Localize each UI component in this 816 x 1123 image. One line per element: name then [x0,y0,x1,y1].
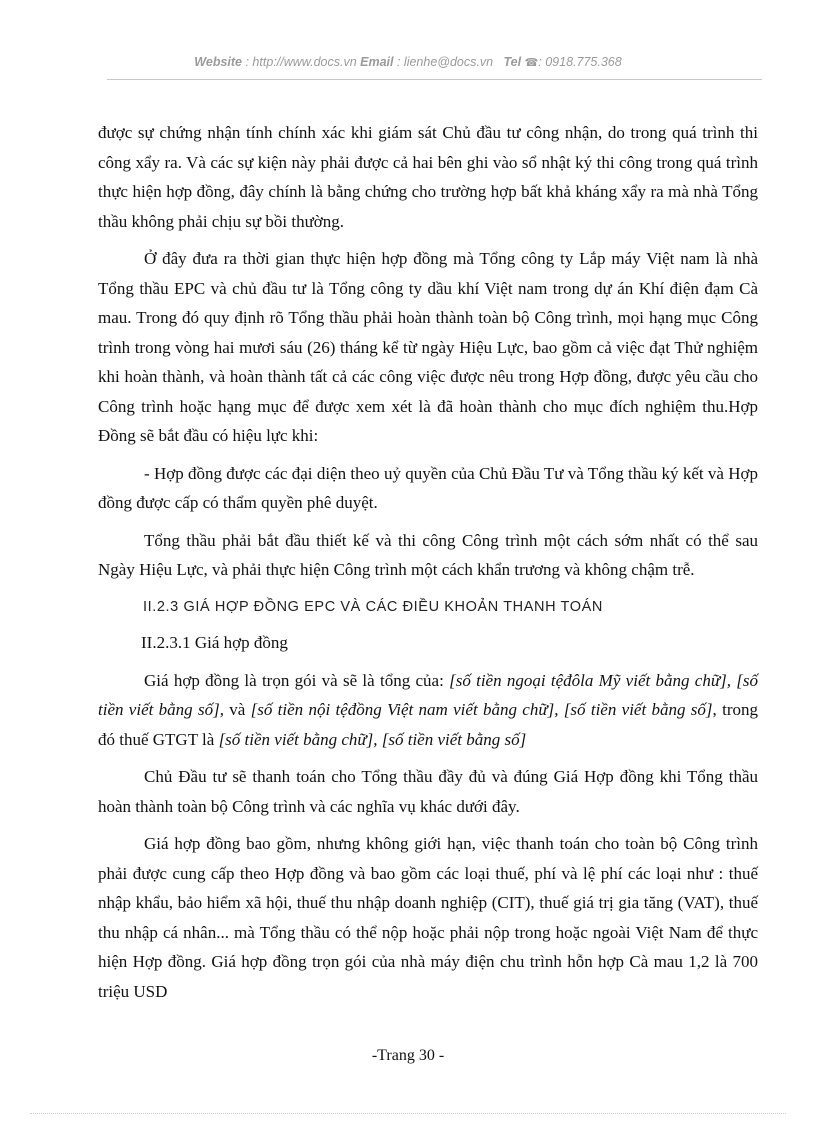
paragraph-effective-condition: - Hợp đồng được các đại diện theo uỷ quyền của Chủ Đầu Tư và Tổng thầu ký kết và Hợp đồng được cấp có thẩm quyền phê duyệt. [98,463,758,512]
price-text-a: Giá hợp đồng là trọn gói và sẽ là tổng của: [144,670,450,690]
paragraph-payment: Chủ Đầu tư sẽ thanh toán cho Tổng thầu đầy đủ và đúng Giá Hợp đồng khi Tổng thầu hoàn thành toàn bộ Công trình và các nghĩa vụ khác dưới đây. [98,767,758,816]
paragraph-contract-duration: Ở đây đưa ra thời gian thực hiện hợp đồng mà Tổng công ty Lắp máy Việt nam là nhà Tổng thầu EPC và chủ đầu tư là Tổng công ty dầu khí Việt nam trong dự án Khí điện đạm Cà mau. Trong đó quy định rõ Tổng thầu phải hoàn thành toàn bộ Công trình, mọi hạng mục Công trình trong vòng hai mươi sáu (26) tháng kể từ ngày Hiệu Lực, bao gồm cả việc đạt Thử nghiệm khi hoàn thành, và hoàn thành tất cả các công việc được nêu trong Hợp đồng, được yêu cầu cho Công trình hoặc hạng mục để được xem xét là đã hoàn thành cho mục đích nghiệm thu.Hợp Đồng sẽ bắt đầu có hiệu lực khi: [98,249,758,445]
website-url[interactable]: : http://www.docs.vn [245,55,357,69]
page-header [0,55,816,69]
bottom-divider [30,1113,786,1114]
price-placeholder-foreign: [số tiền ngoại tệđôla Mỹ viết bằng chữ], [số tiền viết bằng số] [98,670,758,719]
email-label: Email [360,55,394,69]
paragraph-price-inclusions: Giá hợp đồng bao gồm, nhưng không giới hạn, việc thanh toán cho toàn bộ Công trình phải được cung cấp theo Hợp đồng và bao gồm các loại thuế, phí và lệ phí các loại như : thuế nhập khẩu, bảo hiểm xã hội, thuế thu nhập doanh nghiệp (CIT), thuế giá trị gia tăng (VAT), thuế thu nhập cá nhân... mà Tổng thầu có thể nộp hoặc phải nộp trong hoặc ngoài Việt Nam để thực hiện Hợp đồng. Giá hợp đồng trọn gói của nhà máy điện chu trình hỗn hợp Cà mau 1,2 là 700 triệu USD [98,834,758,1001]
price-placeholder-vat: [số tiền viết bằng chữ], [số tiền viết bằng số] [218,729,527,749]
price-text-e: , trong đó thuế GTGT là [98,700,758,749]
tel-label: Tel [503,55,522,69]
tel-number: : 0918.775.368 [538,55,622,69]
paragraph-force-majeure: được sự chứng nhận tính chính xác khi giám sát Chủ đầu tư công nhận, do trong quá trình thi công xẩy ra. Và các sự kiện này phải được cả hai bên ghi vào sổ nhật ký thi công trong quá trình thực hiện hợp đồng, đây chính là bằng chứng cho trường hợp bất khả kháng xẩy ra mà nhà Tổng thầu không phải chịu sự bồi thường. [98,123,758,231]
paragraph-contract-price [98,666,758,755]
email-address[interactable]: : lienhe@docs.vn [396,55,494,69]
paragraph-start-works: Tổng thầu phải bắt đầu thiết kế và thi công Công trình một cách sớm nhất có thể sau Ngày Hiệu Lực, và phải thực hiện Công trình một cách khẩn trương và không chậm trễ. [98,530,758,579]
page-number: -Trang 30 - [371,1047,445,1064]
price-placeholder-local: [số tiền nội tệđồng Việt nam viết bằng chữ], [số tiền viết bằng số] [250,700,713,719]
website-label: Website [194,55,242,69]
phone-icon: ☎ [524,57,539,69]
document-body [98,118,758,1014]
subsection-heading: II.2.3.1 Giá hợp đồng [141,633,288,652]
section-heading: II.2.3 GIÁ HỢP ĐỒNG EPC VÀ CÁC ĐIỀU KHOẢN THANH TOÁN [143,598,603,615]
header-divider [107,79,762,80]
price-text-c: , và [219,700,251,719]
